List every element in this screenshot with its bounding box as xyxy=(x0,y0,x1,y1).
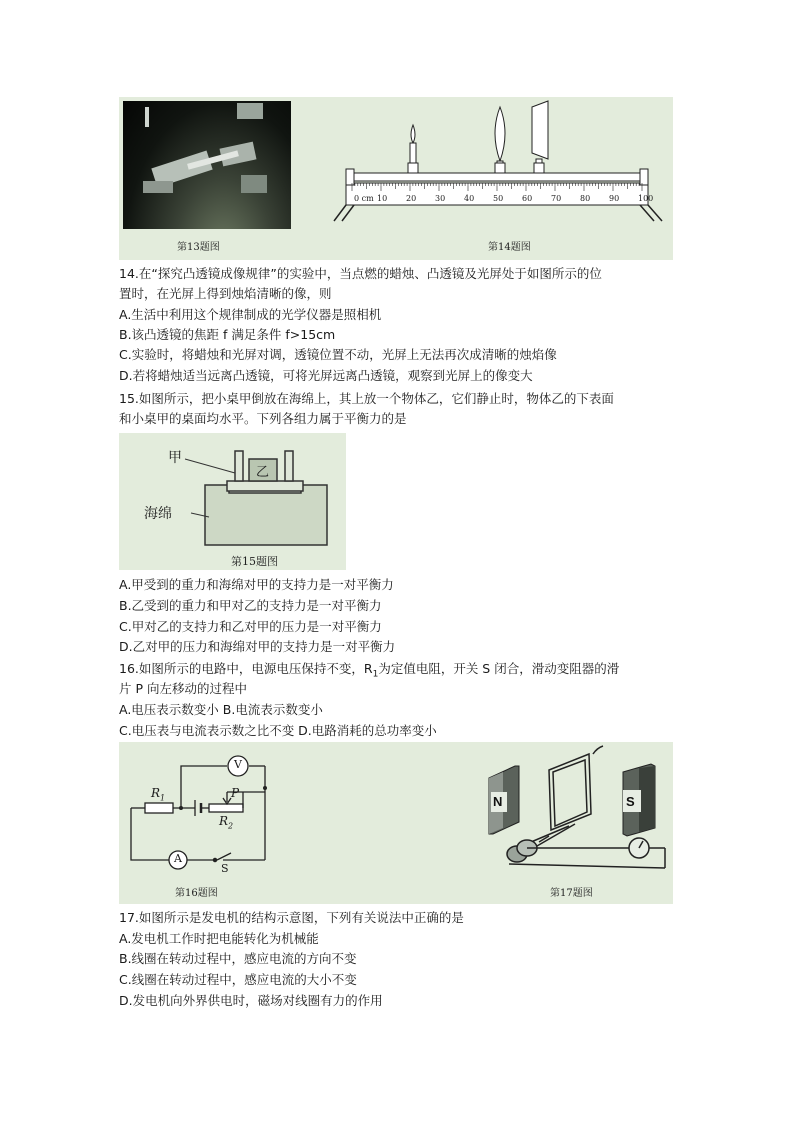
figure-15 xyxy=(119,433,346,570)
q14-stem-line1: 14.在“探究凸透镜成像规律”的实验中，当点燃的蜡烛、凸透镜及光屏处于如图所示的位 xyxy=(119,266,602,281)
voltmeter-label: V xyxy=(234,758,242,771)
q16-stem-sub: 1 xyxy=(372,669,379,680)
switch-s-label: S xyxy=(221,862,229,875)
ruler-label: 10 xyxy=(377,194,388,203)
q14-option-b: B.该凸透镜的焦距 f 满足条件 f>15cm xyxy=(119,327,336,342)
r1-label xyxy=(151,786,165,802)
ruler-label: 70 xyxy=(551,194,562,203)
q17-option-b: B.线圈在转动过程中，感应电流的方向不变 xyxy=(119,951,357,966)
label-yi: 乙 xyxy=(256,465,270,480)
ruler-label: 30 xyxy=(435,194,446,203)
q16-stem-part2: 为定值电阻，开关 S 闭合，滑动变阻器的滑 xyxy=(378,661,620,676)
q16-stem-line2: 片 P 向左移动的过程中 xyxy=(119,681,247,696)
label-haimian: 海绵 xyxy=(144,506,172,522)
q15-stem-line1: 15.如图所示，把小桌甲倒放在海绵上，其上放一个物体乙，它们静止时，物体乙的下表面 xyxy=(119,391,614,406)
q14-option-d: D.若将蜡烛适当远离凸透镜，可将光屏远离凸透镜，观察到光屏上的像变大 xyxy=(119,368,533,383)
q14-option-a: A.生活中利用这个规律制成的光学仪器是照相机 xyxy=(119,307,382,322)
figure-strip-13-14 xyxy=(119,97,673,260)
convex-lens-icon xyxy=(495,107,505,173)
candle-icon xyxy=(408,125,418,173)
r1-letter: R xyxy=(151,786,161,800)
q15-option-b: B.乙受到的重力和甲对乙的支持力是一对平衡力 xyxy=(119,598,382,613)
space-station-photo xyxy=(123,101,291,229)
light-screen-icon xyxy=(532,101,548,173)
figure-strip-16-17 xyxy=(119,742,673,904)
space-station-icon xyxy=(123,101,291,229)
q14-option-c: C.实验时，将蜡烛和光屏对调，透镜位置不动，光屏上无法再次成清晰的烛焰像 xyxy=(119,347,557,362)
q16-options-ab: A.电压表示数变小 B.电流表示数变小 xyxy=(119,702,323,717)
magnet-n-label: N xyxy=(493,794,503,809)
ammeter-label: A xyxy=(174,852,182,865)
sponge-table-diagram xyxy=(119,433,346,570)
q16-options-cd: C.电压表与电流表示数之比不变 D.电路消耗的总功率变小 xyxy=(119,723,437,738)
q17-option-a: A.发电机工作时把电能转化为机械能 xyxy=(119,931,319,946)
ruler-label: 20 xyxy=(406,194,417,203)
ruler-label: 60 xyxy=(522,194,533,203)
q17-option-c: C.线圈在转动过程中，感应电流的大小不变 xyxy=(119,972,357,987)
q17-stem: 17.如图所示是发电机的结构示意图，下列有关说法中正确的是 xyxy=(119,910,464,925)
ruler-label: 40 xyxy=(464,194,475,203)
ruler-label: 50 xyxy=(493,194,504,203)
r2-label xyxy=(219,814,233,830)
fig13-caption: 第13题图 xyxy=(177,242,220,253)
r2-sub: 2 xyxy=(228,821,234,831)
fig14-caption: 第14题图 xyxy=(488,242,531,253)
q16-stem-part1: 16.如图所示的电路中，电源电压保持不变，R xyxy=(119,661,373,676)
r1-sub: 1 xyxy=(160,793,166,803)
label-jia: 甲 xyxy=(168,450,182,466)
r2-letter: R xyxy=(219,814,229,828)
circuit-diagram xyxy=(119,742,319,882)
ruler-label: 80 xyxy=(580,194,591,203)
q15-stem-line2: 和小桌甲的桌面均水平。下列各组力属于平衡力的是 xyxy=(119,411,407,426)
optical-bench-diagram xyxy=(324,97,669,237)
ruler-label: 100 xyxy=(638,194,654,203)
q15-option-a: A.甲受到的重力和海绵对甲的支持力是一对平衡力 xyxy=(119,577,394,592)
q15-option-d: D.乙对甲的压力和海绵对甲的支持力是一对平衡力 xyxy=(119,639,396,654)
q14-stem-line2: 置时，在光屏上得到烛焰清晰的像，则 xyxy=(119,286,332,301)
fig17-caption: 第17题图 xyxy=(550,888,593,899)
ruler-label: 0 cm xyxy=(354,194,374,203)
q15-option-c: C.甲对乙的支持力和乙对甲的压力是一对平衡力 xyxy=(119,619,382,634)
generator-diagram xyxy=(479,742,673,882)
q17-option-d: D.发电机向外界供电时，磁场对线圈有力的作用 xyxy=(119,993,383,1008)
fig16-caption: 第16题图 xyxy=(175,888,218,899)
slider-p-label: P xyxy=(231,786,240,800)
fig15-caption: 第15题图 xyxy=(231,555,278,568)
magnet-s-label: S xyxy=(626,794,635,809)
ruler-label: 90 xyxy=(609,194,620,203)
